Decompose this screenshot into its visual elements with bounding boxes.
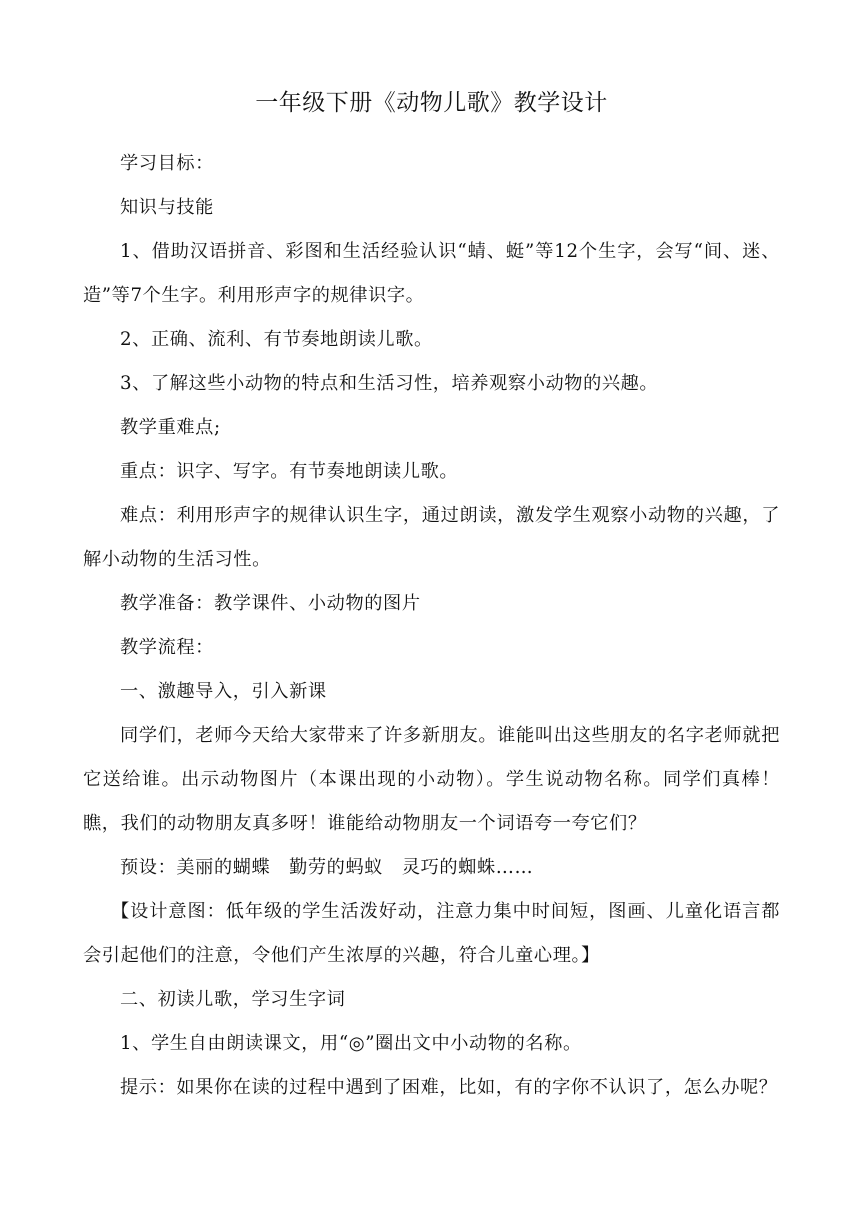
paragraph-goal-2: 2、正确、流利、有节奏地朗读儿歌。 (120, 329, 433, 350)
paragraph-preset: 预设：美丽的蝴蝶 勤劳的蚂蚁 灵巧的蜘蛛…… (120, 857, 534, 878)
paragraph-preparation: 教学准备：教学课件、小动物的图片 (120, 593, 421, 614)
paragraph-knowledge-skills: 知识与技能 (120, 197, 214, 218)
document-page (83, 84, 780, 1110)
paragraph-hint: 提示：如果你在读的过程中遇到了困难，比如，有的字你不认识了，怎么办呢？ (120, 1077, 778, 1098)
paragraph-key-points: 重点：识字、写字。有节奏地朗读儿歌。 (120, 461, 459, 482)
paragraph-key-difficulties: 教学重难点; (120, 417, 221, 438)
paragraph-section-2-step-1: 1、学生自由朗读课文，用“◎”圈出文中小动物的名称。 (120, 1033, 582, 1054)
paragraph-section-2-heading: 二、初读儿歌，学习生字词 (120, 989, 346, 1010)
paragraph-section-1-body: 同学们，老师今天给大家带来了许多新朋友。谁能叫出这些朋友的名字老师就把它送给谁。出示动物图片（本课出现的小动物）。学生说动物名称。同学们真棒！瞧，我们的动物朋友真多呀！谁能给动物朋友一个词语夸一夸它们？ (83, 725, 780, 834)
paragraph-difficulties: 难点：利用形声字的规律认识生字，通过朗读，激发学生观察小动物的兴趣，了解小动物的生活习性。 (83, 505, 780, 570)
paragraph-goal-3: 3、了解这些小动物的特点和生活习性，培养观察小动物的兴趣。 (120, 373, 659, 394)
paragraph-goal-1: 1、借助汉语拼音、彩图和生活经验认识“蜻、蜓”等12个生字，会写“间、迷、造”等7个生字。利用形声字的规律识字。 (83, 241, 780, 306)
paragraph-process: 教学流程： (120, 637, 214, 658)
paragraph-design-intent: 【设计意图：低年级的学生活泼好动，注意力集中时间短，图画、儿童化语言都会引起他们的注意，令他们产生浓厚的兴趣，符合儿童心理。】 (83, 901, 780, 966)
paragraph-learning-goals: 学习目标： (120, 153, 214, 174)
document-title: 一年级下册《动物儿歌》教学设计 (255, 90, 608, 116)
paragraph-section-1-heading: 一、激趣导入，引入新课 (120, 681, 327, 702)
